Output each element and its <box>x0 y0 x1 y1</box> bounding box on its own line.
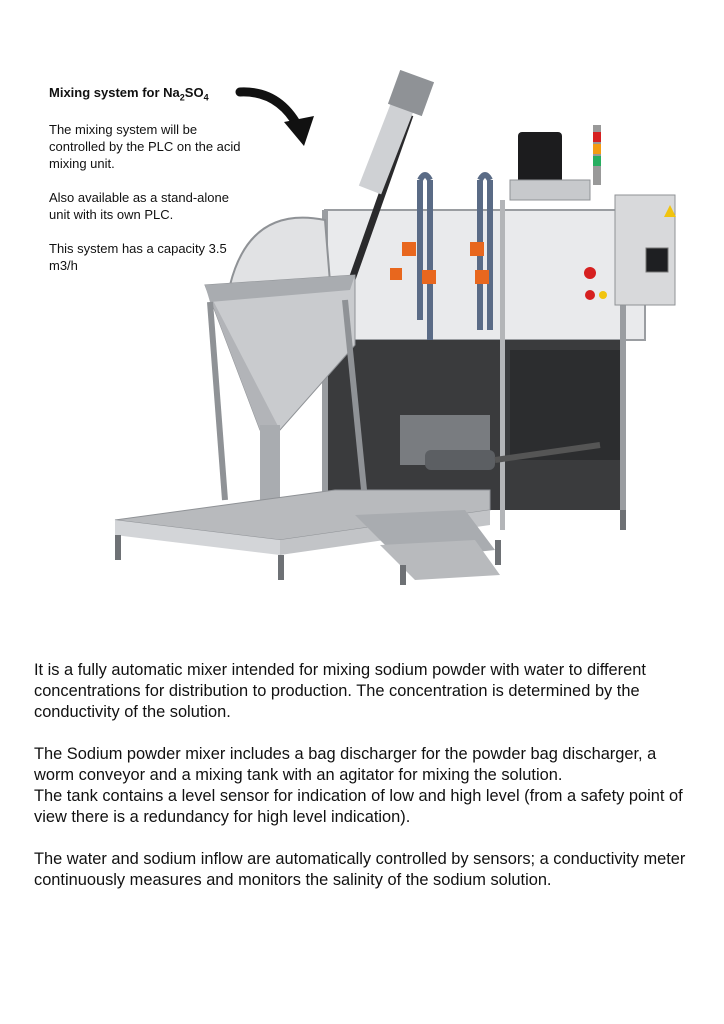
emergency-stop-icon <box>584 267 596 279</box>
caption-para-3: This system has a capacity 3.5 m3/h <box>49 240 227 273</box>
description-para-1: It is a fully automatic mixer intended for mixing sodium powder with water to different concentrations for distribution to production. The concentration is determined by the conductivity of the solution. <box>34 661 646 721</box>
description-para-2 <box>34 744 694 828</box>
description-para-2b: The tank contains a level sensor for indication of low and high level (from a safety point of view there is a redundancy for high level indication). <box>34 787 683 826</box>
hmi-screen <box>646 248 668 272</box>
pointer-arrow-icon <box>240 92 314 146</box>
description <box>34 660 694 912</box>
caption-para-1: The mixing system will be controlled by the PLC on the acid mixing unit. <box>49 121 241 171</box>
top-motor <box>518 132 562 184</box>
description-para-2a: The Sodium powder mixer includes a bag discharger for the powder bag discharger, a worm conveyor and a mixing tank with an agitator for mixing the solution. <box>34 745 657 784</box>
description-para-3: The water and sodium inflow are automatically controlled by sensors; a conductivity meter continuously measures and monitors the salinity of the sodium solution. <box>34 850 686 889</box>
caption-title: Mixing system for $Na_2SO_4$ <box>49 85 209 103</box>
caption-para-2: Also available as a stand-alone unit with its own PLC. <box>49 189 229 222</box>
tank-lid <box>230 218 330 285</box>
platform <box>115 490 500 580</box>
mixing-system-illustration <box>100 70 680 630</box>
